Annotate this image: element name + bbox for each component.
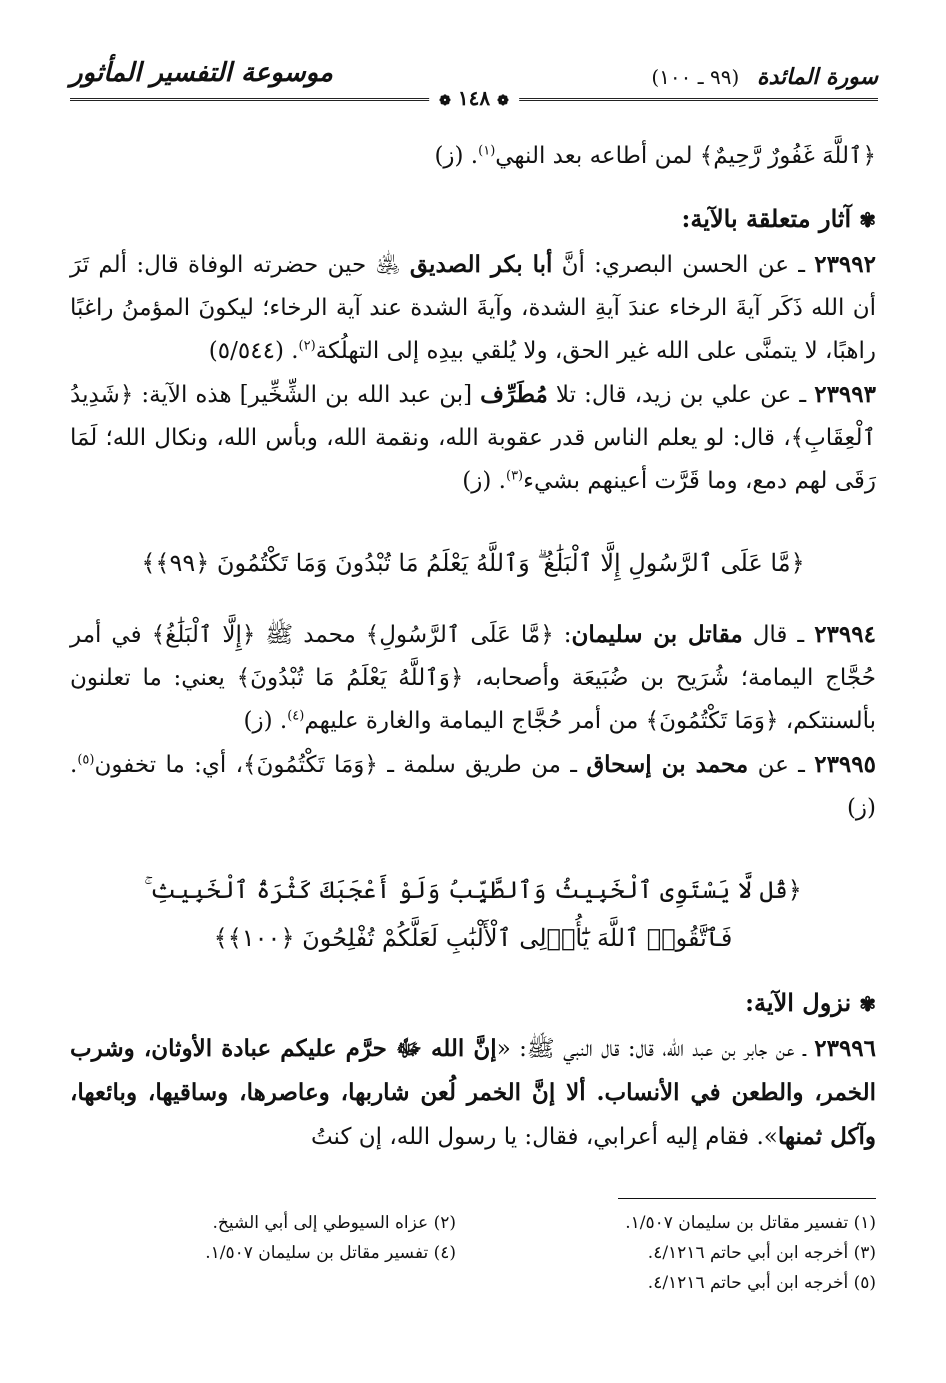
report-23993 bbox=[70, 373, 876, 503]
verse-line: فَٱتَّقُوا۟ ٱللَّهَ يَٰٓأُو۟لِى ٱلْأَلْبَٰبِ لَعَلَّكُمْ تُفْلِحُونَ ﴿١٠٠﴾﴾ bbox=[213, 924, 733, 952]
report-number: ٢٣٩٩٢ bbox=[814, 251, 876, 278]
flower-icon: ✾ bbox=[859, 992, 876, 1016]
report-23995 bbox=[70, 743, 876, 830]
flower-icon: ✾ bbox=[859, 208, 876, 232]
report-23994 bbox=[70, 613, 876, 743]
running-header bbox=[70, 58, 878, 110]
footnote-separator bbox=[618, 1198, 876, 1199]
section-title: آثار متعلقة بالآية: bbox=[681, 204, 852, 233]
report-text: ـ عن جابر بن عبد الله، قال: قال النبي ﷺ: « bbox=[496, 1036, 806, 1062]
narrator-name: أبا بكر الصديق bbox=[409, 251, 553, 278]
report-number: ٢٣٩٩٦ bbox=[814, 1035, 877, 1062]
report-text: ـ عن bbox=[757, 752, 805, 778]
footnote-ref: (٤) bbox=[287, 708, 305, 724]
surah-heading bbox=[651, 64, 878, 90]
report-tail: . (ز) bbox=[462, 468, 506, 494]
report-23992: ٢٣٩٩٢ ـ عن الحسن البصري: أنَّ أبا بكر الصديق ﵁ حين حضرته الوفاة قال: ألم تَرَ أن الله ذَكَر آيةَ الرخاء عندَ آيةِ الشدة، وآيةَ الشدة عند آية الرخاء؛ ليكونَ المؤمنُ راغبًا راهبًا، لا يتمنَّى على الله غير الحق، ولا يُلقي بيدِه إلى التهلُكة$^{(٢)}$. (٥/٥٤٤) bbox=[70, 251, 876, 364]
report-number: ٢٣٩٩٤ bbox=[814, 621, 876, 648]
surah-name: سورة المائدة bbox=[756, 64, 878, 90]
report-text: ـ عن علي بن زيد، قال: تلا bbox=[555, 382, 807, 408]
footnote-4: (٤) تفسير مقاتل بن سليمان ١/٥٠٧. bbox=[205, 1243, 456, 1263]
verse-range: (٩٩ ـ ١٠٠) bbox=[651, 65, 740, 89]
report-tail: . (٥/٥٤٤) bbox=[208, 338, 299, 364]
report-tail: . (ز) bbox=[243, 708, 288, 734]
report-number: ٢٣٩٩٣ bbox=[814, 381, 876, 408]
intro-text: ﴿ٱللَّهَ غَفُورٌ رَّحِيمٌ﴾ لمن أطاعه بعد النهي bbox=[495, 143, 876, 169]
narrator-name: محمد بن إسحاق bbox=[586, 751, 749, 778]
footnote-column-right bbox=[476, 1208, 876, 1298]
report-text: ـ من طريق سلمة ـ ﴿وَمَا تَكْتُمُونَ﴾، أي: ما تخفون bbox=[94, 752, 577, 778]
book-title: موسوعة التفسير المأثور bbox=[70, 58, 333, 88]
quran-verse-100 bbox=[70, 866, 876, 962]
report-text: حين حضرته الوفاة قال: ألم تَرَ أن الله ذَكَر آيةَ الرخاء عندَ آيةِ الشدة، وآيةَ الشدة عند آية الرخاء؛ ليكونَ المؤمنُ راغبًا راهبًا، لا يتمنَّى على الله غير الحق، ولا يُلقي بيدِه إلى التهلُكة bbox=[70, 252, 876, 364]
footnote-ref: (٣) bbox=[505, 468, 524, 484]
ornament-icon: ❁ bbox=[497, 93, 509, 109]
section-title: نزول الآية: bbox=[745, 988, 852, 1017]
hadith-text: إنَّ الله ﷻ حرَّم عليكم عبادة الأوثان، وشرب الخمر، والطعن في الأنساب. ألا إنَّ الخمر لُعن شاربها، وعاصرها، وساقيها، وبائعها، وآكل ثمنها bbox=[70, 1035, 876, 1150]
ornament-icon: ❁ bbox=[439, 93, 451, 109]
report-number: ٢٣٩٩٥ bbox=[814, 751, 876, 778]
footnote-1: (١) تفسير مقاتل بن سليمان ١/٥٠٧. bbox=[625, 1213, 876, 1233]
report-text: [بن عبد الله بن الشِّخِّير] هذه الآية: ﴿شَدِيدُ ٱلْعِقَابِ﴾، قال: لو يعلم الناس قدر عقوبة الله، ونقمة الله، وبأس الله، ونكال الله؛ لَمَا رَقَى لهم دمع، وما قَرَّت أعينهم بشيء bbox=[70, 382, 876, 494]
report-text: : ﴿مَّا عَلَى ٱلرَّسُولِ﴾ محمد ﷺ ﴿إِلَّا ٱلْبَلَٰغُ﴾ في أمر حُجَّاج اليمامة؛ شُرَيح بن ضُبَيعَة وأصحابه، ﴿وَٱللَّهُ يَعْلَمُ مَا تُبْدُونَ﴾ يعني: ما تعلنون بألسنتكم، ﴿وَمَا تَكْتُمُونَ﴾ من أمر حُجَّاج اليمامة والغارة عليهم bbox=[70, 622, 876, 734]
report-tail: . (ز) bbox=[70, 752, 876, 821]
footnote-3: (٣) أخرجه ابن أبي حاتم ٤/١٢١٦. bbox=[647, 1243, 876, 1263]
footnote-ref: (٢) bbox=[298, 338, 316, 354]
footnote-ref: (٥) bbox=[77, 752, 95, 768]
footnote-ref: (١) bbox=[478, 143, 496, 159]
footnote-2: (٢) عزاه السيوطي إلى أبي الشيخ. bbox=[212, 1213, 456, 1233]
verse-line: ﴿قُل لَّا يَسْتَوِى ٱلْخَبِيثُ وَٱلطَّيِّبُ وَلَوْ أَعْجَبَكَ كَثْرَةُ ٱلْخَبِيثِ ۚ bbox=[144, 876, 802, 904]
page-number: ١٤٨ bbox=[457, 86, 491, 110]
intro-tail: . (ز) bbox=[434, 143, 479, 169]
main-text bbox=[70, 135, 876, 1159]
quran-verse-99: ﴿مَّا عَلَى ٱلرَّسُولِ إِلَّا ٱلْبَلَٰغُ ۗ وَٱللَّهُ يَعْلَمُ مَا تُبْدُونَ وَمَا تَكْتُمُونَ ﴿٩٩﴾﴾ bbox=[141, 549, 805, 577]
page-number-block bbox=[429, 86, 519, 110]
narrator-name: مقاتل بن سليمان bbox=[571, 621, 743, 648]
section-heading-revelation bbox=[70, 980, 876, 1027]
footnote-5: (٥) أخرجه ابن أبي حاتم ٤/١٢١٦. bbox=[647, 1273, 876, 1293]
section-heading-related-reports bbox=[70, 196, 876, 243]
report-text: ـ قال bbox=[752, 622, 805, 648]
narrator-name: مُطَرِّف bbox=[480, 381, 548, 408]
report-text: ». فقام إليه أعرابي، فقال: يا رسول الله، إن كنتُ bbox=[310, 1124, 778, 1150]
report-23996 bbox=[70, 1027, 876, 1159]
footnote-column-left bbox=[56, 1208, 456, 1268]
report-text: ـ عن الحسن البصري: أنَّ bbox=[561, 252, 805, 278]
intro-line bbox=[70, 135, 876, 178]
